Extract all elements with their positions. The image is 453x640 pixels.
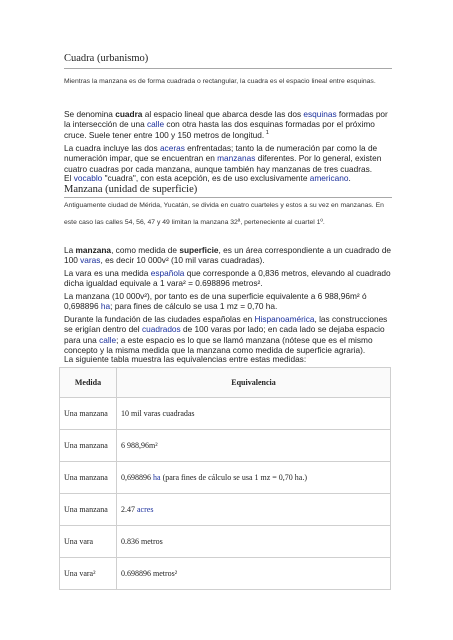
equivalencia-text: 0.836 metros	[121, 537, 163, 546]
equivalencia-link[interactable]: acres	[137, 505, 154, 514]
text: El	[64, 173, 74, 183]
equivalencia-text: 0.698896 metros²	[121, 569, 178, 578]
paragraph-table-intro: La siguiente tabla muestra las equivalencias entre estas medidas:	[64, 354, 307, 364]
equivalencia-text: 6 988,96m²	[121, 441, 158, 450]
table-row	[60, 526, 391, 558]
equivalencia-text: 10 mil varas cuadradas	[121, 409, 195, 418]
text: La cuadra incluye las dos	[64, 143, 160, 153]
table-row	[60, 398, 391, 430]
text: "cuadra", con esta acepción, es de uso exclusivamente	[102, 173, 310, 183]
equivalencia-link[interactable]: ha	[153, 473, 161, 482]
text: .	[348, 173, 351, 183]
link-calle[interactable]: calle	[147, 119, 165, 130]
text: , las construcciones se erigían dentro del	[64, 314, 388, 335]
paragraph-manzana-definition	[64, 245, 394, 266]
link-aceras[interactable]: aceras	[159, 143, 185, 153]
text: Durante la fundación de las ciudades españolas en	[64, 314, 255, 324]
cell-equivalencia	[117, 494, 391, 526]
text: ; a este espacio es lo que se llamó manzana (nótese que es el mismo concepto y la misma medida que la manzana como medida de superficie agraria).	[64, 334, 373, 356]
cell-equivalencia	[117, 462, 391, 494]
bold-term-cuadra: cuadra	[115, 109, 143, 119]
cell-equivalencia	[117, 398, 391, 430]
section-heading-cuadra: Cuadra (urbanismo)	[64, 53, 149, 64]
text: , es decir 10 000v² (10 mil varas cuadradas).	[100, 255, 265, 266]
cell-equivalencia	[117, 558, 391, 590]
link-cuadrados[interactable]: cuadrados	[141, 324, 181, 335]
cell-medida: Una manzana	[60, 430, 117, 462]
caption-cuadra: Mientras la manzana es de forma cuadrada o rectangular, la cuadra es el espacio lineal entre esquinas.	[64, 78, 376, 85]
text: La	[64, 245, 76, 255]
link-esquinas[interactable]: esquinas	[303, 109, 337, 119]
text: La manzana (10 000v²), por tanto es de una superficie equivalente a 6 988,96m² ó 0,698896	[64, 291, 367, 312]
link-espanola[interactable]: española	[150, 268, 185, 278]
table-row	[60, 558, 391, 590]
table-row	[60, 494, 391, 526]
table-row	[60, 462, 391, 494]
paragraph-vara	[64, 268, 394, 289]
text: al espacio lineal que abarca desde las dos	[142, 109, 304, 119]
cell-medida: Una manzana	[60, 398, 117, 430]
text: La vara es una medida	[64, 268, 151, 278]
text: enfrentadas; tanto la de numeración par como la de numeración impar, que se encuentran en	[64, 143, 378, 164]
cell-medida: Una vara²	[60, 558, 117, 590]
equivalence-table	[59, 367, 391, 590]
text: que corresponde a 0,836 metros, elevando al cuadrado dicha igualdad equivale a 1 vara² = 0.698896 metros².	[64, 268, 391, 289]
cell-equivalencia	[117, 430, 391, 462]
link-americano[interactable]: americano	[309, 173, 349, 183]
paragraph-cuadra-definition	[64, 109, 394, 140]
link-calle[interactable]: calle	[99, 334, 117, 345]
link-manzanas[interactable]: manzanas	[217, 153, 256, 164]
cell-medida: Una vara	[60, 526, 117, 558]
cell-equivalencia	[117, 526, 391, 558]
table-row	[60, 430, 391, 462]
link-ha[interactable]: ha	[100, 301, 111, 312]
cell-medida: Una manzana	[60, 462, 117, 494]
text: con otra hasta las dos esquinas formadas por el próximo cruce. Suele tener entre 100 y 150 metros de longitud.	[64, 119, 375, 140]
text: ; para fines de cálculo se usa 1 mz = 0,70 ha.	[110, 301, 278, 312]
text: , como medida de	[111, 245, 180, 255]
equivalencia-text: 2.47	[121, 505, 137, 514]
text: diferentes. Por lo general, existen cuatro cuadras por cada manzana, aunque también hay manzanas de tres cuadras.	[64, 153, 382, 174]
cell-medida: Una manzana	[60, 494, 117, 526]
equivalencia-text: 0,698896	[121, 473, 153, 482]
heading-rule	[64, 68, 392, 69]
bold-term-manzana: manzana	[75, 245, 112, 255]
text: formadas por la intersección de una	[64, 109, 388, 130]
caption-manzana: Antiguamente ciudad de Mérida, Yucatán, se divida en cuatro cuarteles y estos a su vez en manzanas. En este caso las calles 54, 56, 47 y 49 limitan la manzana 32ª, perteneciente al cuartel 1º.	[64, 202, 384, 226]
column-header-equivalencia: Equivalencia	[117, 368, 391, 398]
link-vocablo[interactable]: vocablo	[73, 173, 103, 183]
paragraph-fundacion	[64, 314, 394, 356]
link-varas[interactable]: varas	[80, 255, 101, 266]
paragraph-cuadra-aceras	[64, 143, 394, 174]
text: , es un área correspondiente a un cuadrado de 100	[64, 245, 392, 266]
paragraph-manzana-superficie	[64, 291, 394, 312]
table-body	[60, 398, 391, 590]
text: de 100 varas por lado; en cada lado se dejaba espacio para una	[64, 324, 385, 345]
paragraph-cuadra-vocablo	[64, 173, 394, 183]
section-heading-manzana: Manzana (unidad de superficie)	[64, 184, 198, 195]
bold-term-superficie: superficie	[179, 245, 219, 255]
table-header-row	[60, 368, 391, 398]
footnote-ref[interactable]: 1	[264, 130, 270, 137]
equivalencia-text: (para fines de cálculo se usa 1 mz = 0,70 ha.)	[160, 473, 308, 482]
column-header-medida: Medida	[60, 368, 117, 398]
text: Se denomina	[64, 109, 116, 119]
link-hispanoamerica[interactable]: Hispanoamérica	[254, 314, 315, 324]
